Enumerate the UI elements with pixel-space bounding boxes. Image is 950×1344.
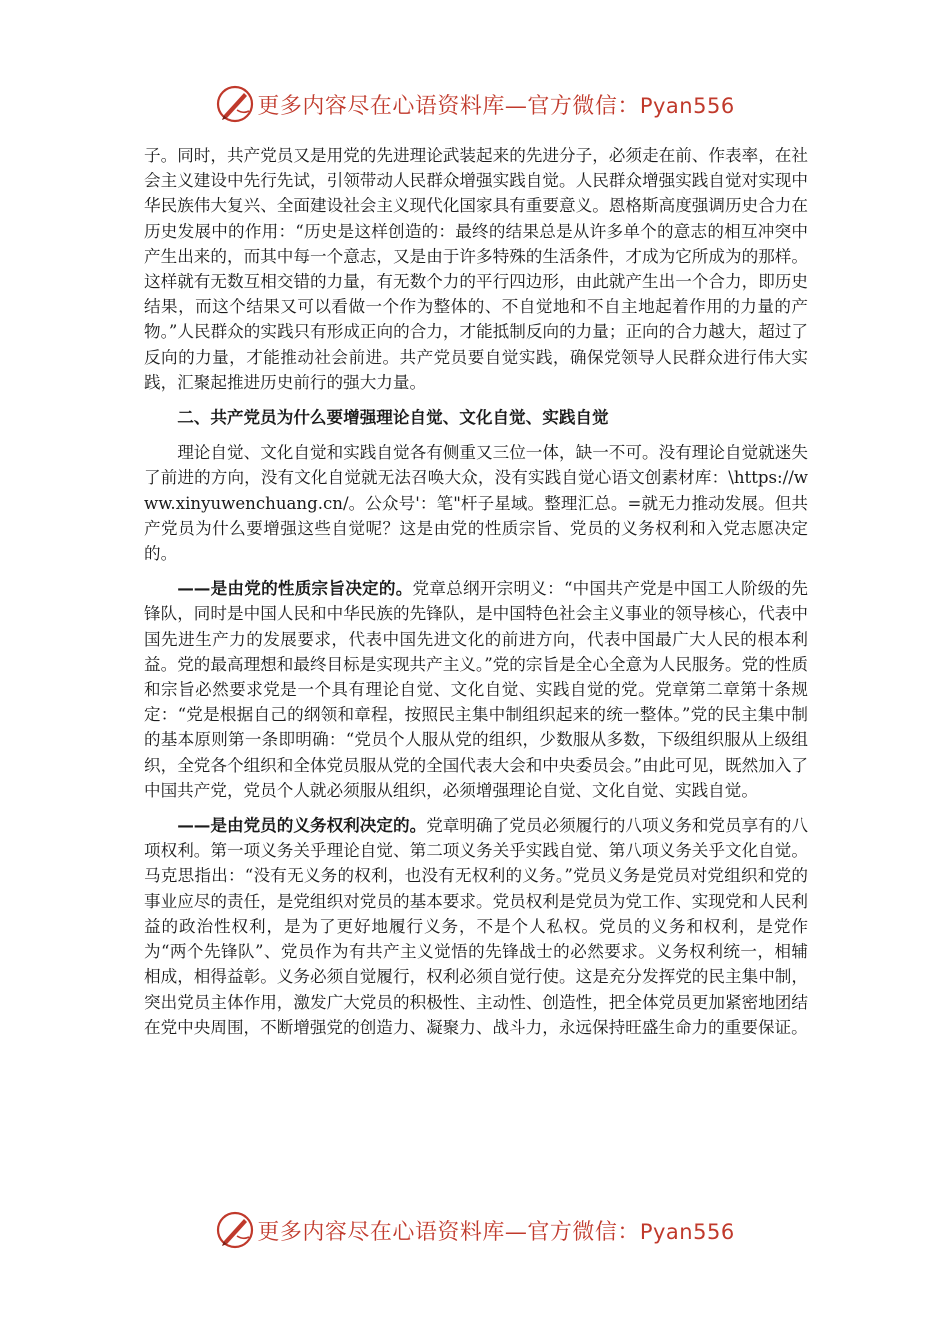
paragraph-history-force: 子。同时，共产党员又是用党的先进理论武装起来的先进分子，必须走在前、作表率，在社会主义建设中先行先试，引领带动人民群众增强实践自觉。人民群众增强实践自觉对实现中华民族伟大复兴、全面建设社会主义现代化国家具有重要意义。恩格斯高度强调历史合力在历史发展中的作用：“历史是这样创造的：最终的结果总是从许多单个的意志的相互冲突中产生出来的，而其中每一个意志，又是由于许多特殊的生活条件，才成为它所成为的那样。这样就有无数互相交错的力量，有无数个力的平行四边形，由此就产生出一个合力，即历史结果，而这个结果又可以看做一个作为整体的、不自觉地和不自主地起着作用的力量的产物。”人民群众的实践只有形成正向的合力，才能抵制反向的力量；正向的合力越大，超过了反向的力量，才能推动社会前进。共产党员要自觉实践，确保党领导人民群众进行伟大实践，汇聚起推进历史前行的强大力量。 [144,146,808,392]
header-banner [0,82,950,126]
footer-banner [0,1208,950,1252]
section-heading: 二、共产党员为什么要增强理论自觉、文化自觉、实践自觉 [177,408,609,428]
banner-text: 更多内容尽在心语资料库—官方微信：Pyan556 [257,1219,735,1245]
paragraph-party-nature [144,576,808,803]
paragraph-text: 党章明确了党员必须履行的八项义务和党员享有的八项权利。第一项义务关乎理论自觉、第二项义务关乎实践自觉、第八项义务关乎文化自觉。马克思指出：“没有无义务的权利，也没有无权利的义务。”党员义务是党员对党组织和党的事业应尽的责任，是党组织对党员的基本要求。党员权利是党员为党工作、实现党和人民利益的政治性权利，是为了更好地履行义务，不是个人私权。党员的义务和权利，是党作为“两个先锋队”、党员作为有共产主义觉悟的先锋战士的必然要求。义务权利统一，相辅相成，相得益彰。义务必须自觉履行，权利必须自觉行使。这是充分发挥党的民主集中制，突出党员主体作用，激发广大党员的积极性、主动性、创造性，把全体党员更加紧密地团结在党中央周围，不断增强党的创造力、凝聚力、战斗力，永远保持旺盛生命力的重要保证。 [144,816,809,1037]
pen-logo-icon [215,84,255,124]
banner-text: 更多内容尽在心语资料库—官方微信：Pyan556 [257,93,735,119]
paragraph-lead: ——是由党的性质宗旨决定的。 [177,579,413,599]
paragraph-text: 党章总纲开宗明义：“中国共产党是中国工人阶级的先锋队，同时是中国人民和中华民族的先锋队，是中国特色社会主义事业的领导核心，代表中国先进生产力的发展要求，代表中国先进文化的前进方向，代表中国最广大人民的根本利益。党的最高理想和最终目标是实现共产主义。”党的宗旨是全心全意为人民服务。党的性质和宗旨必然要求党是一个具有理论自觉、文化自觉、实践自觉的党。党章第二章第十条规定：“党是根据自己的纲领和章程，按照民主集中制组织起来的统一整体。”党的民主集中制的基本原则第一条即明确：“党员个人服从党的组织，少数服从多数，下级组织服从上级组织，全党各个组织和全体党员服从党的全国代表大会和中央委员会。”由此可见，既然加入了中国共产党，党员个人就必须服从组织，必须增强理论自觉、文化自觉、实践自觉。 [144,579,809,800]
paragraph-lead: ——是由党员的义务权利决定的。 [177,816,427,836]
pen-logo-icon [215,1210,255,1250]
paragraph-duties-rights [144,813,808,1040]
document-body [144,143,808,1050]
paragraph-three-consciousness: 理论自觉、文化自觉和实践自觉各有侧重又三位一体，缺一不可。没有理论自觉就迷失了前进的方向，没有文化自觉就无法召唤大众，没有实践自觉心语文创素材库：\https://www.xinyuwenchuang.cn/。公众号'：笔"杆子星域。整理汇总。=就无力推动发展。但共产党员为什么要增强这些自觉呢？这是由党的性质宗旨、党员的义务权利和入党志愿决定的。 [144,443,808,564]
